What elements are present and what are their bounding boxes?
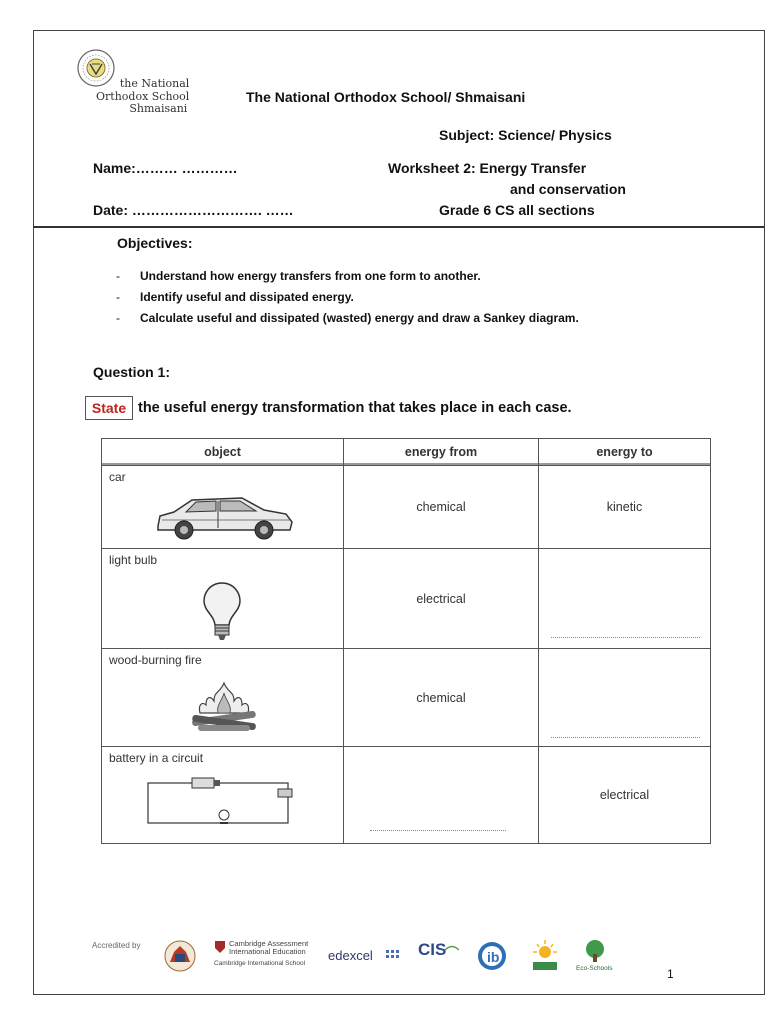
light-bulb-icon [202,581,242,643]
cis-logo: CIS [418,940,447,959]
name-field[interactable]: Name:……… ………… [93,160,238,176]
header-object: object [102,439,344,466]
energy-from-cell[interactable] [344,747,539,844]
worksheet-subtitle: and conservation [510,181,626,197]
object-label: car [109,470,126,484]
logo-line3: Shmaisani [129,102,188,115]
cis-accent-icon [445,945,459,951]
objective-item: - Identify useful and dissipated energy. [114,289,579,310]
header-energy-from: energy from [344,439,539,466]
battery-circuit-icon [142,777,302,833]
table-row [102,649,711,747]
eco-schools-icon [580,938,610,964]
date-field[interactable]: Date: ………………………. …… [93,202,294,218]
energy-to-cell[interactable] [539,649,711,747]
object-cell [102,649,344,747]
fire-icon [184,679,264,739]
header-divider [33,226,765,228]
svg-text:ib: ib [487,949,500,965]
cambridge-shield-icon [214,940,226,954]
cambridge-text [229,940,308,956]
table-row [102,466,711,549]
subject-line: Subject: Science/ Physics [439,127,612,143]
accredited-by-label: Accredited by [92,941,141,950]
school-title: The National Orthodox School/ Shmaisani [246,89,526,105]
sun-logo-icon [527,938,563,974]
eco-schools-label: Eco-Schools [576,965,613,972]
object-cell [102,747,344,844]
question1-title: Question 1: [93,364,171,380]
object-label: light bulb [109,553,158,567]
grade-line: Grade 6 CS all sections [439,202,595,218]
object-cell [102,466,344,549]
energy-table [101,438,711,844]
ib-logo-icon [476,940,508,972]
objective-item: - Understand how energy transfers from one form to another. [114,268,579,289]
cambridge-school-text: Cambridge International School [214,960,306,967]
objective-item: - Calculate useful and dissipated (wasted) energy and draw a Sankey diagram. [114,310,579,331]
energy-to-value: kinetic [606,500,643,514]
school-logo-text [96,78,189,116]
energy-to-cell [539,747,711,844]
energy-to-cell [539,466,711,549]
objectives-title: Objectives: [117,235,193,251]
table-header-row [102,439,711,466]
state-keyword: State [85,396,133,420]
energy-from-cell [344,466,539,549]
object-label: wood-burning fire [109,653,202,667]
table-row [102,747,711,844]
answer-blank-line[interactable] [370,830,506,831]
energy-from-value: chemical [416,500,466,514]
header-energy-to: energy to [539,439,711,466]
edexcel-grid-icon [386,950,400,960]
object-label: battery in a circuit [109,751,204,765]
page-number: 1 [667,967,674,981]
energy-from-cell [344,649,539,747]
edexcel-logo: edexcel [328,948,373,963]
cambridge-line2: International Education [229,947,306,956]
logo-line1: the National [119,77,190,90]
worksheet-title: Worksheet 2: Energy Transfer [388,160,587,176]
energy-to-value: electrical [599,788,650,802]
energy-from-value: electrical [416,591,466,606]
jordan-crest-icon [162,938,198,974]
question1-instruction: the useful energy transformation that takes place in each case. [138,400,572,416]
cambridge-line1: Cambridge Assessment [229,939,309,948]
energy-from-cell [344,549,539,649]
energy-from-value: chemical [416,690,466,705]
objectives-list [114,268,579,331]
object-cell [102,549,344,649]
logo-line2: Orthodox School [96,89,190,103]
table-row [102,549,711,649]
energy-to-cell[interactable] [539,549,711,649]
answer-blank-line[interactable] [551,637,700,638]
car-icon [152,492,302,542]
answer-blank-line[interactable] [551,737,700,738]
